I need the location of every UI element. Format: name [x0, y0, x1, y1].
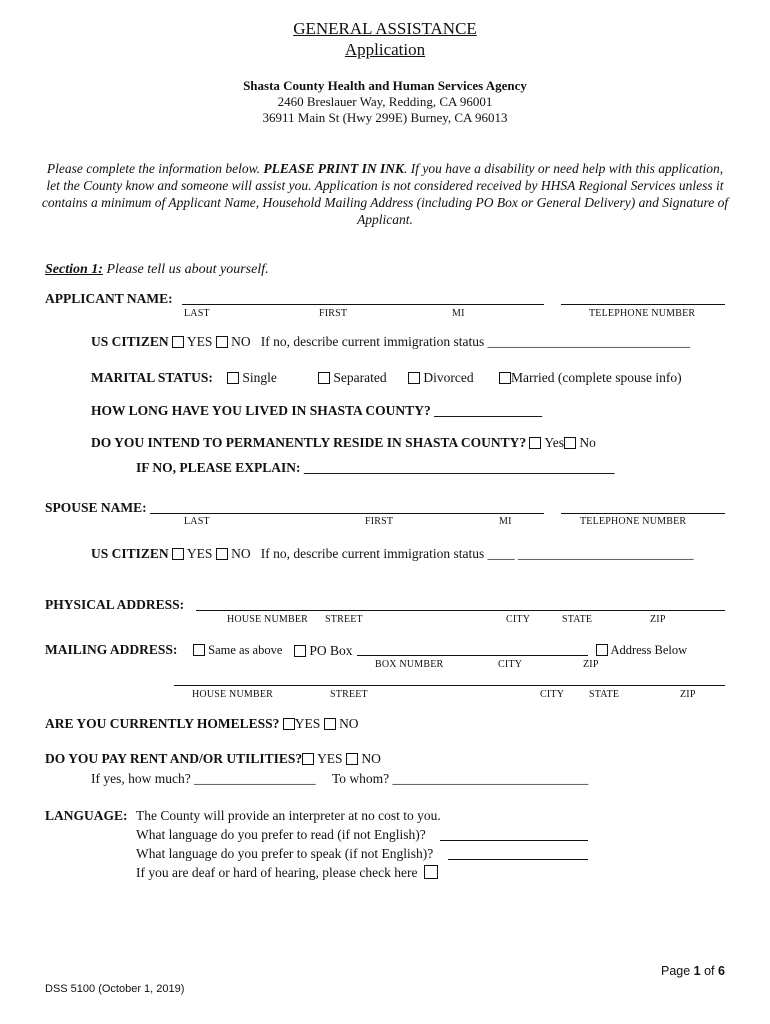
marital-single[interactable]	[227, 370, 277, 386]
marital-divorced[interactable]	[408, 370, 474, 386]
spouse-citizen-yes-label: YES	[186, 546, 213, 561]
homeless-yes-label: YES	[294, 716, 321, 731]
marital-separated[interactable]	[318, 370, 387, 386]
intro-text-1: Please complete the information below.	[46, 161, 264, 176]
intend-reside-question: DO YOU INTEND TO PERMANENTLY RESIDE IN SHASTA COUNTY?	[91, 435, 527, 450]
physical-address-field[interactable]	[196, 610, 725, 611]
married-checkbox[interactable]	[499, 372, 511, 384]
deaf-checkbox[interactable]	[424, 865, 438, 879]
address-below-checkbox[interactable]	[596, 644, 608, 656]
homeless-yes-checkbox[interactable]	[283, 718, 295, 730]
deaf-row	[136, 865, 438, 881]
read-language-question: What language do you prefer to read (if not English)?	[136, 827, 426, 842]
citizen-no-checkbox[interactable]	[216, 336, 228, 348]
immigration-status-field[interactable]: If no, describe current immigration status ______________________________	[260, 334, 691, 349]
physical-zip-caption: ZIP	[650, 614, 666, 625]
physical-city-caption: CITY	[506, 614, 531, 625]
po-box-checkbox[interactable]	[294, 645, 306, 657]
rent-question: DO YOU PAY RENT AND/OR UTILITIES?	[45, 751, 303, 766]
spouse-first-caption: FIRST	[365, 516, 394, 527]
mailing-address-label: MAILING ADDRESS:	[45, 642, 178, 657]
homeless-question: ARE YOU CURRENTLY HOMELESS?	[45, 716, 280, 731]
agency-address-1: 2460 Breslauer Way, Redding, CA 96001	[277, 94, 493, 109]
page-of: of	[700, 964, 718, 978]
mailing-city-caption: CITY	[498, 659, 523, 670]
spouse-citizen-no-label: NO	[231, 546, 251, 561]
rent-row	[45, 751, 381, 767]
intro-paragraph	[40, 160, 730, 228]
married-label: Married (complete spouse info)	[511, 370, 682, 385]
rent-to-whom-field[interactable]: To whom? _____________________________	[332, 771, 589, 786]
intend-no-checkbox[interactable]	[564, 437, 576, 449]
applicant-last-caption: LAST	[184, 308, 210, 319]
page-number	[661, 964, 725, 978]
intro-print-in-ink: PLEASE PRINT IN INK	[263, 161, 405, 176]
section-1-label: Section 1:	[45, 262, 103, 277]
divorced-checkbox[interactable]	[408, 372, 420, 384]
mailing-house-caption: HOUSE NUMBER	[192, 689, 274, 700]
homeless-no-label: NO	[339, 716, 359, 731]
rent-no-label: NO	[361, 751, 381, 766]
spouse-mi-caption: MI	[499, 516, 512, 527]
rent-yes-checkbox[interactable]	[302, 753, 314, 765]
applicant-mi-caption: MI	[452, 308, 465, 319]
applicant-first-caption: FIRST	[319, 308, 348, 319]
same-as-above-label: Same as above	[208, 643, 283, 657]
separated-label: Separated	[333, 370, 387, 385]
interpreter-notice: The County will provide an interpreter at no cost to you.	[136, 808, 441, 823]
mailing-same-option[interactable]	[193, 643, 282, 658]
deaf-question: If you are deaf or hard of hearing, please check here	[136, 865, 418, 880]
spouse-immigration-status-field[interactable]: If no, describe current immigration status ____ __________________________	[260, 546, 694, 561]
section-1-heading	[45, 262, 269, 278]
physical-address-label: PHYSICAL ADDRESS:	[45, 597, 185, 612]
box-number-caption: BOX NUMBER	[375, 659, 444, 670]
speak-language-question: What language do you prefer to speak (if not English)?	[136, 846, 434, 861]
physical-state-caption: STATE	[562, 614, 593, 625]
mailing-state2-caption: STATE	[589, 689, 620, 700]
mailing-zip-caption: ZIP	[583, 659, 599, 670]
page-current: 1	[693, 964, 701, 978]
form-subtitle: Application	[344, 40, 426, 59]
separated-checkbox[interactable]	[318, 372, 330, 384]
marital-married[interactable]	[499, 370, 682, 386]
spouse-name-field[interactable]	[150, 513, 544, 514]
citizen-yes-checkbox[interactable]	[172, 336, 184, 348]
spouse-phone-caption: TELEPHONE NUMBER	[580, 516, 687, 527]
single-label: Single	[242, 370, 277, 385]
rent-yes-label: YES	[317, 751, 343, 766]
form-id: DSS 5100 (October 1, 2019)	[45, 983, 185, 995]
marital-status-label: MARITAL STATUS:	[91, 370, 213, 385]
mailing-city2-caption: CITY	[540, 689, 565, 700]
intend-no-label: No	[579, 435, 596, 450]
spouse-citizen-yes-checkbox[interactable]	[172, 548, 184, 560]
divorced-label: Divorced	[423, 370, 474, 385]
address-below-label: Address Below	[610, 643, 688, 657]
physical-street-caption: STREET	[325, 614, 363, 625]
citizen-yes-label: YES	[186, 334, 213, 349]
applicant-name-label: APPLICANT NAME:	[45, 291, 173, 306]
mailing-pobox-option[interactable]	[294, 643, 353, 659]
mailing-zip2-caption: ZIP	[680, 689, 696, 700]
po-box-label: PO Box	[309, 643, 353, 658]
homeless-row	[45, 716, 359, 732]
applicant-phone-field[interactable]	[561, 304, 725, 305]
spouse-last-caption: LAST	[184, 516, 210, 527]
applicant-phone-caption: TELEPHONE NUMBER	[589, 308, 696, 319]
intend-yes-label: Yes	[544, 435, 564, 450]
citizen-label: US CITIZEN	[91, 334, 169, 349]
page-total: 6	[718, 964, 725, 978]
intend-yes-checkbox[interactable]	[529, 437, 541, 449]
rent-no-checkbox[interactable]	[346, 753, 358, 765]
same-as-above-checkbox[interactable]	[193, 644, 205, 656]
citizen-row	[91, 334, 690, 350]
single-checkbox[interactable]	[227, 372, 239, 384]
applicant-name-field[interactable]	[182, 304, 544, 305]
intro-text-2: . If you have a disability or need help with this application, let the County know and someone will assist you. Application is not considered received by HHSA Regional Services unless it contains a minimum of Applicant Name, Household Mailing Address (including PO Box or General Delivery) and Signature of Applicant.	[41, 161, 729, 227]
speak-language-field[interactable]	[448, 859, 588, 860]
language-label: LANGUAGE:	[45, 808, 128, 823]
spouse-citizen-row	[91, 546, 693, 562]
citizen-no-label: NO	[231, 334, 251, 349]
mailing-street-field[interactable]	[174, 685, 725, 686]
mailing-street-caption: STREET	[330, 689, 368, 700]
agency-address-2: 36911 Main St (Hwy 299E) Burney, CA 96013	[262, 110, 508, 125]
spouse-citizen-label: US CITIZEN	[91, 546, 169, 561]
po-box-field[interactable]	[357, 655, 588, 656]
section-1-subtitle: Please tell us about yourself.	[102, 262, 269, 277]
homeless-no-checkbox[interactable]	[324, 718, 336, 730]
intend-reside-row	[91, 435, 596, 451]
spouse-phone-field[interactable]	[561, 513, 725, 514]
spouse-name-label: SPOUSE NAME:	[45, 500, 147, 515]
form-title: GENERAL ASSISTANCE	[293, 19, 477, 38]
mailing-below-option[interactable]	[596, 643, 687, 658]
rent-how-much-field[interactable]: If yes, how much? __________________	[91, 771, 316, 786]
physical-house-caption: HOUSE NUMBER	[227, 614, 309, 625]
agency-name: Shasta County Health and Human Services Agency	[243, 78, 527, 93]
spouse-citizen-no-checkbox[interactable]	[216, 548, 228, 560]
how-long-lived-question[interactable]: HOW LONG HAVE YOU LIVED IN SHASTA COUNTY? ________________	[91, 403, 543, 418]
explain-field[interactable]: IF NO, PLEASE EXPLAIN: ______________________________________________	[136, 460, 615, 475]
page-prefix: Page	[661, 964, 694, 978]
read-language-field[interactable]	[440, 840, 588, 841]
